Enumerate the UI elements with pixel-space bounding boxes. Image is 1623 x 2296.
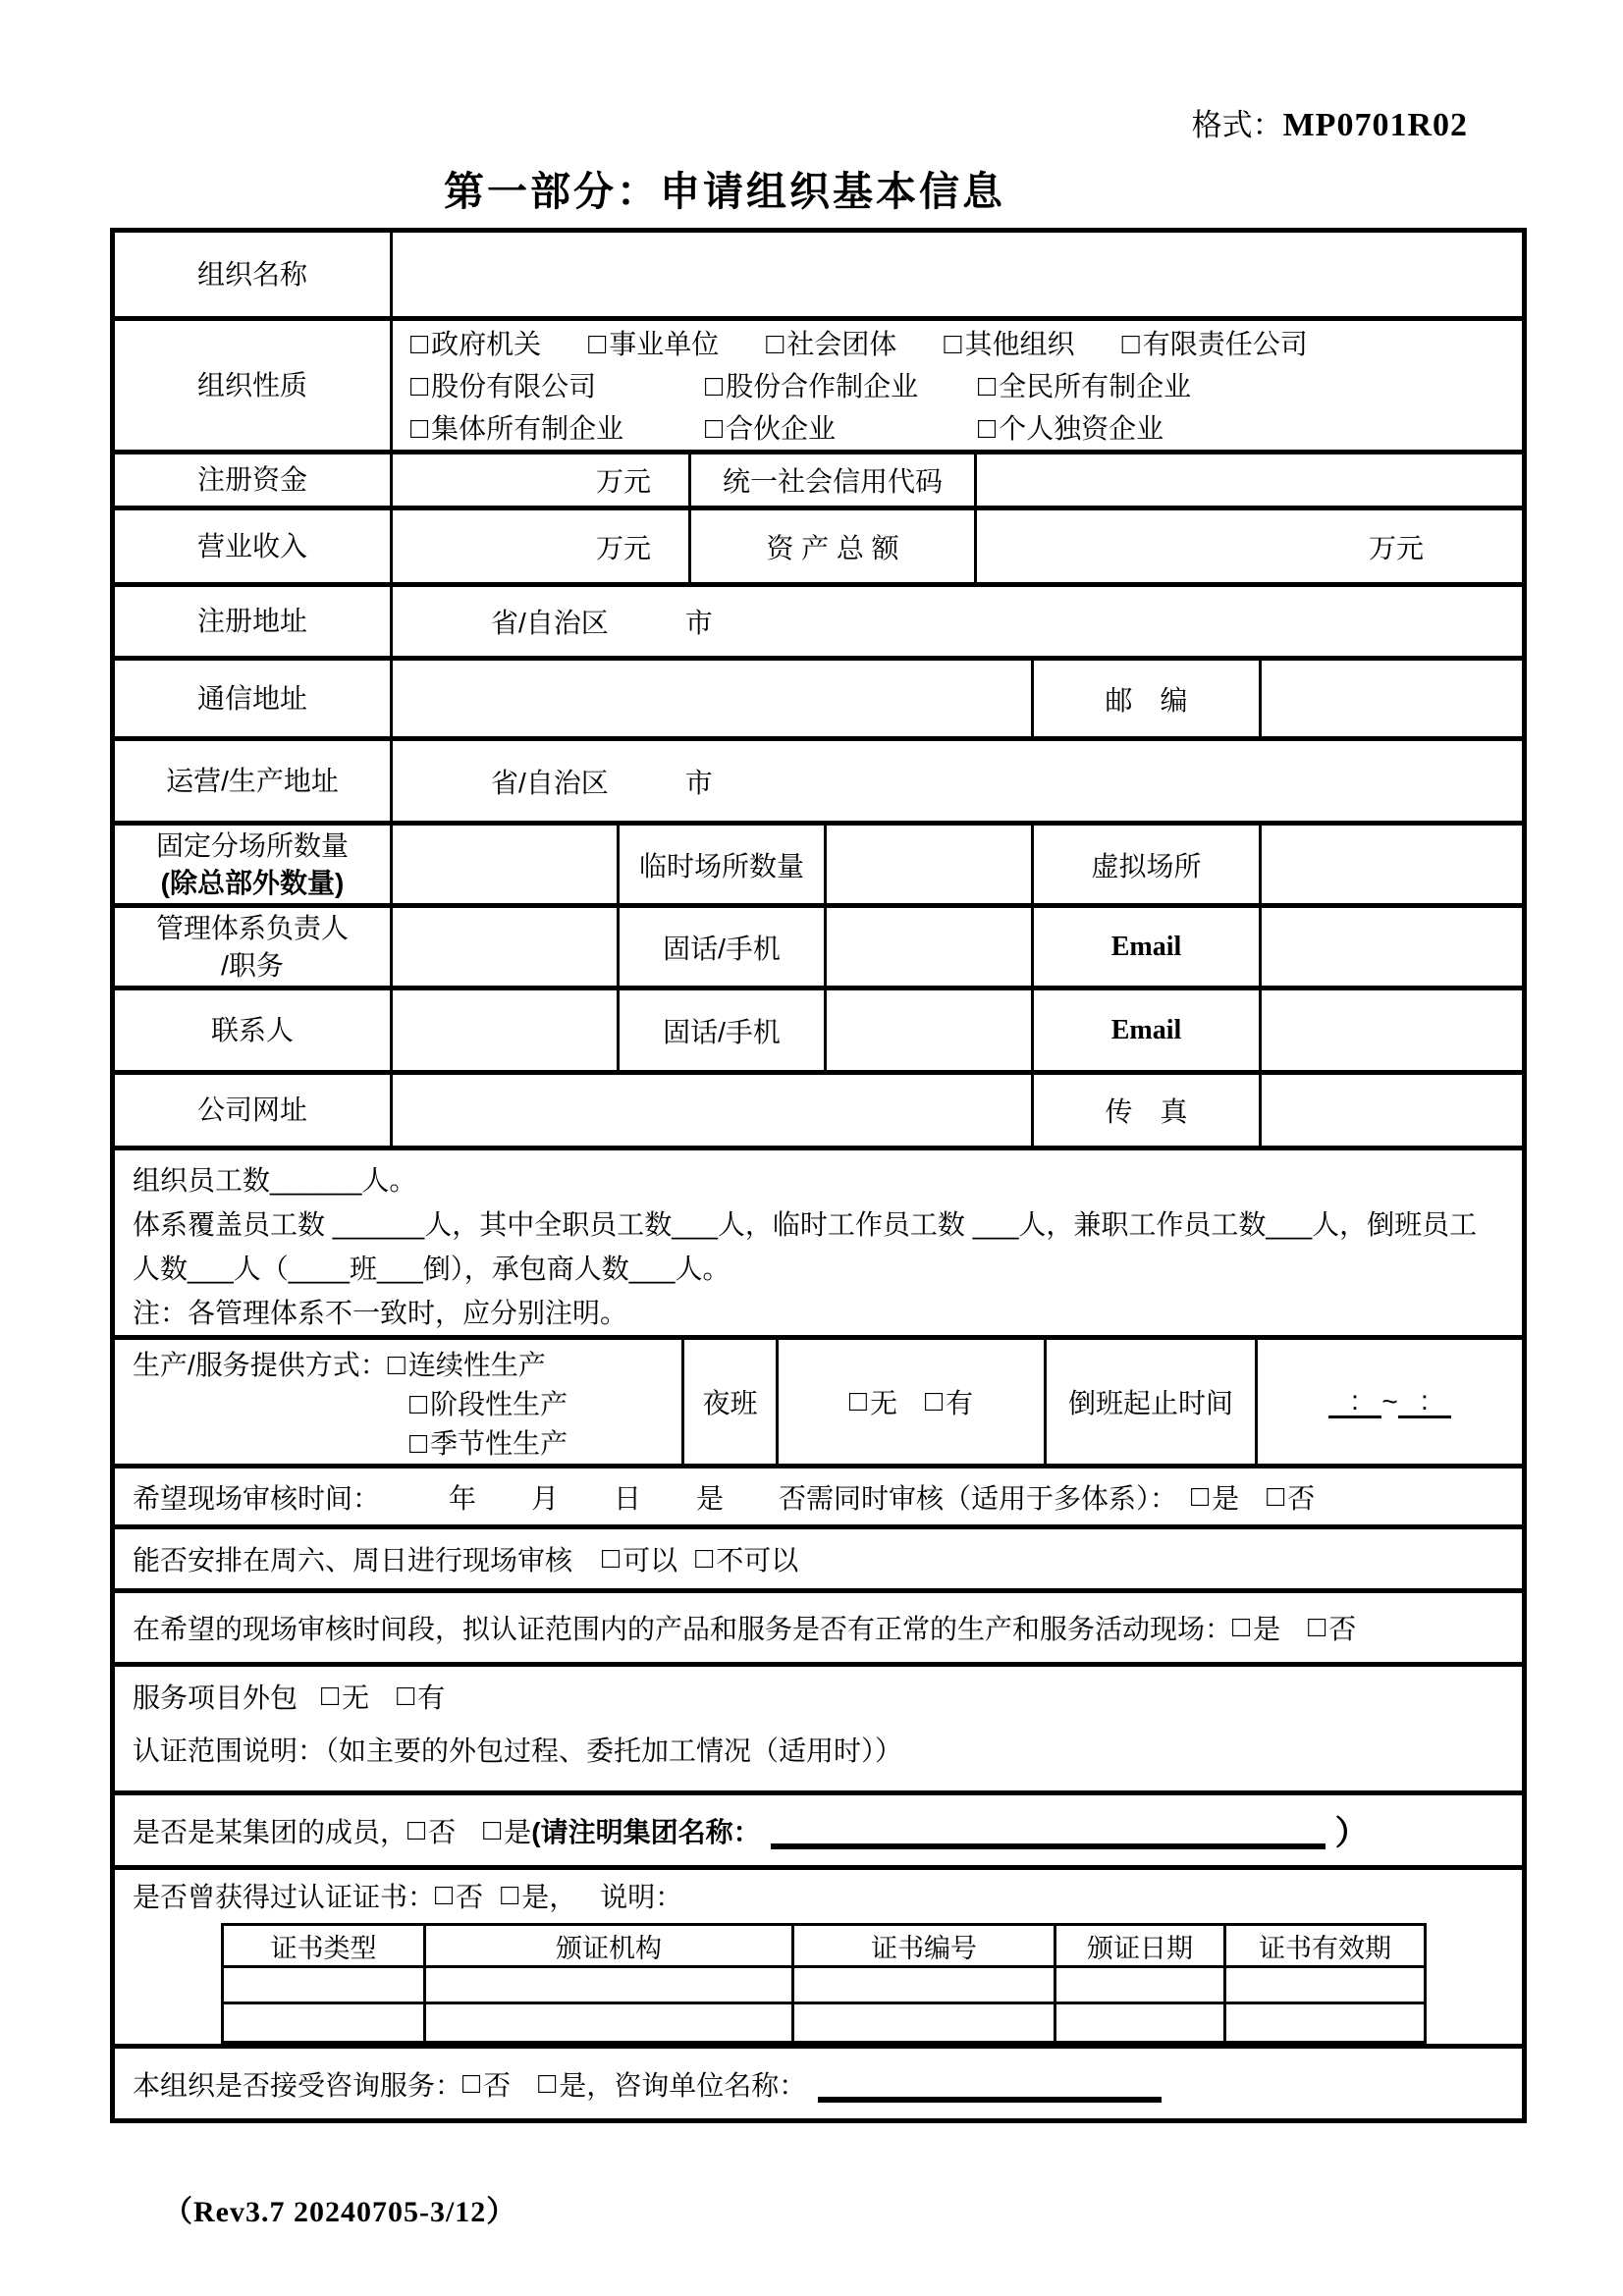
format-label: 格式： <box>1191 108 1283 142</box>
application-form-table <box>110 228 1527 2123</box>
cert-issuer-cell[interactable] <box>426 2004 794 2041</box>
previous-certs-text: 是否曾获得过认证证书： <box>133 1882 436 1912</box>
mail-address-label: 通信地址 <box>115 661 393 736</box>
production-line2 <box>133 1385 568 1424</box>
row-outsourcing <box>115 1667 1522 1795</box>
org-nature-options-line3 <box>410 407 1163 450</box>
certificates-header-row <box>224 1926 1424 1968</box>
consulting-name-label: 咨询单位名称： <box>614 2069 807 2101</box>
checkbox-outsource-none[interactable] <box>321 1677 369 1716</box>
checkbox-state-owned[interactable] <box>978 365 1191 407</box>
option-label: 合伙企业 <box>726 413 837 444</box>
checkbox-icon: □ <box>387 1349 406 1381</box>
checkbox-continuous-production[interactable] <box>388 1346 546 1385</box>
checkbox-icon: □ <box>1232 1611 1251 1643</box>
checkbox-limited-liability[interactable] <box>1122 323 1308 365</box>
row-sites <box>115 826 1522 908</box>
temp-sites-input-cell[interactable] <box>827 826 1034 903</box>
checkbox-social-group[interactable] <box>766 323 896 365</box>
option-label: 连续性生产 <box>407 1350 546 1380</box>
checkbox-icon: □ <box>409 1427 428 1460</box>
website-input-cell[interactable] <box>393 1075 1034 1146</box>
checkbox-sole-proprietorship[interactable] <box>978 407 1163 450</box>
cert-type-header: 证书类型 <box>224 1926 426 1965</box>
checkbox-activity-no[interactable] <box>1308 1608 1356 1647</box>
option-label: 股份合作制企业 <box>726 371 919 401</box>
checkbox-stock-company[interactable] <box>410 365 705 407</box>
option-label: 全民所有制企业 <box>999 371 1192 401</box>
certificates-data-row <box>224 2004 1424 2041</box>
checkbox-partnership[interactable] <box>705 407 978 450</box>
checkbox-icon: □ <box>695 1542 714 1575</box>
assets-label: 资 产 总 额 <box>691 510 977 582</box>
checkbox-icon: □ <box>1308 1611 1326 1643</box>
checkbox-icon: □ <box>705 369 724 402</box>
row-production-mode <box>115 1340 1522 1468</box>
group-member-text: 是否是某集团的成员， <box>133 1816 408 1847</box>
checkbox-outsource-have[interactable] <box>397 1677 445 1716</box>
option-label: 否 <box>1287 1482 1316 1514</box>
shift-time-input-cell[interactable] <box>1258 1340 1522 1464</box>
province-label: 省/自治区 <box>491 767 609 798</box>
row-mail-address <box>115 661 1522 741</box>
shift-end-blank[interactable]: : <box>1398 1386 1451 1418</box>
cert-validity-cell[interactable] <box>1226 2004 1424 2041</box>
staff-line2: 体系覆盖员工数 ______人，其中全职员工数___人，临时工作员工数 ___人，兼职工作员工数___人，倒班员工 <box>133 1209 1478 1240</box>
option-label: 是， <box>559 2069 615 2101</box>
consulting-text: 本组织是否接受咨询服务： <box>133 2069 463 2101</box>
checkbox-govt-agency[interactable] <box>410 323 541 365</box>
page-title: 第一部分：申请组织基本信息 <box>444 169 1005 214</box>
checkbox-icon: □ <box>501 1879 519 1911</box>
night-shift-options-cell <box>779 1340 1047 1464</box>
checkbox-seasonal-production[interactable] <box>409 1424 568 1464</box>
checkbox-icon: □ <box>321 1680 340 1712</box>
checkbox-icon: □ <box>588 327 607 360</box>
reg-capital-label: 注册资金 <box>115 454 393 506</box>
checkbox-icon: □ <box>462 2066 481 2100</box>
assets-input-cell[interactable] <box>977 510 1522 582</box>
checkbox-icon: □ <box>978 369 997 402</box>
checkbox-multi-audit-yes[interactable] <box>1191 1477 1239 1517</box>
option-label: 阶段性生产 <box>430 1389 568 1419</box>
option-label: 否 <box>1328 1614 1357 1644</box>
fixed-sites-input-cell[interactable] <box>393 826 620 903</box>
checkbox-icon: □ <box>410 369 429 402</box>
row-group-member <box>115 1795 1522 1870</box>
row-website <box>115 1075 1522 1150</box>
checkbox-icon: □ <box>410 411 429 445</box>
cert-number-header: 证书编号 <box>794 1926 1056 1965</box>
option-label: 有 <box>946 1388 974 1418</box>
row-consulting <box>115 2049 1522 2118</box>
unit-label: 万元 <box>595 532 651 563</box>
checkbox-group-yes[interactable] <box>483 1811 531 1850</box>
row-org-name <box>115 233 1522 321</box>
option-label: 不可以 <box>716 1545 799 1575</box>
org-name-input-cell[interactable] <box>393 233 1522 316</box>
footer-revision: （Rev3.7 20240705-3/12） <box>163 2196 517 2228</box>
option-label: 有 <box>417 1682 446 1713</box>
op-address-label: 运营/生产地址 <box>115 741 393 821</box>
fax-input-cell[interactable] <box>1262 1075 1522 1146</box>
activity-site-text: 在希望的现场审核时间段，拟认证范围内的产品和服务是否有正常的生产和服务活动现场： <box>133 1614 1233 1644</box>
checkbox-icon: □ <box>925 1385 944 1417</box>
postal-code-label: 邮 编 <box>1034 661 1262 736</box>
option-label: 政府机关 <box>431 329 542 359</box>
row-org-nature <box>115 321 1522 454</box>
row-weekend-audit <box>115 1529 1522 1593</box>
op-address-input-cell[interactable] <box>393 741 1522 821</box>
checkbox-night-have[interactable] <box>925 1382 973 1421</box>
staff-note: 注：各管理体系不一致时，应分别注明。 <box>133 1298 628 1328</box>
virtual-sites-label: 虚拟场所 <box>1034 826 1262 903</box>
option-label: 是 <box>1212 1482 1240 1514</box>
checkbox-icon: □ <box>602 1542 621 1575</box>
row-reg-address <box>115 587 1522 661</box>
cert-date-cell[interactable] <box>1056 1968 1226 2002</box>
checkbox-consult-yes[interactable] <box>538 2064 614 2104</box>
previous-certs-cell <box>115 1870 1522 2044</box>
row-ms-manager <box>115 908 1522 990</box>
group-name-label: (请注明集团名称： <box>531 1816 761 1847</box>
checkbox-icon: □ <box>944 327 962 360</box>
checkbox-multi-audit-no[interactable] <box>1267 1477 1315 1517</box>
group-name-blank[interactable] <box>771 1812 1325 1849</box>
cert-number-cell[interactable] <box>794 1968 1056 2002</box>
checkbox-weekend-not-ok[interactable] <box>695 1539 798 1578</box>
ms-manager-phone-input-cell[interactable] <box>827 908 1034 986</box>
virtual-sites-input-cell[interactable] <box>1262 826 1522 903</box>
checkbox-certs-no[interactable] <box>435 1876 483 1915</box>
fixed-sites-label-line1: 固定分场所数量 <box>155 829 349 861</box>
contact-phone-label: 固话/手机 <box>620 990 827 1070</box>
checkbox-stock-coop[interactable] <box>705 365 978 407</box>
row-op-address <box>115 741 1522 826</box>
production-mode-label: 生产/服务提供方式： <box>133 1350 388 1380</box>
option-label: 集体所有制企业 <box>431 413 624 444</box>
reg-address-label: 注册地址 <box>115 587 393 656</box>
staff-line3: 人数___人（____班___倒），承包商人数___人。 <box>133 1254 730 1284</box>
checkbox-certs-yes[interactable] <box>501 1876 576 1915</box>
option-label: 季节性生产 <box>430 1428 568 1459</box>
revenue-input-cell[interactable] <box>393 510 691 582</box>
audit-time-cell <box>115 1468 1522 1524</box>
unit-label: 万元 <box>595 466 651 497</box>
ms-manager-input-cell[interactable] <box>393 908 620 986</box>
audit-time-text: 希望现场审核时间： 年 月 日 是 否需同时审核（适用于多体系）： <box>133 1482 1178 1514</box>
shift-time-label: 倒班起止时间 <box>1047 1340 1258 1464</box>
reg-capital-input-cell[interactable] <box>393 454 691 506</box>
previous-certs-line <box>133 1876 682 1915</box>
checkbox-icon: □ <box>766 327 784 360</box>
checkbox-phased-production[interactable] <box>409 1385 568 1424</box>
revenue-label: 营业收入 <box>115 510 393 582</box>
temp-sites-label: 临时场所数量 <box>620 826 827 903</box>
tilde-separator: ~ <box>1381 1386 1398 1416</box>
production-mode-cell <box>115 1340 684 1464</box>
checkbox-icon: □ <box>1121 327 1140 360</box>
checkbox-group-no[interactable] <box>407 1811 456 1850</box>
province-label: 省/自治区 <box>491 608 609 638</box>
checkbox-activity-yes[interactable] <box>1232 1608 1280 1647</box>
mail-address-input-cell[interactable] <box>393 661 1034 736</box>
checkbox-icon: □ <box>538 2066 557 2100</box>
consulting-name-blank[interactable] <box>818 2065 1162 2103</box>
checkbox-public-institution[interactable] <box>588 323 719 365</box>
cert-validity-cell[interactable] <box>1226 1968 1424 2002</box>
certificates-data-row <box>224 1968 1424 2004</box>
reg-address-input-cell[interactable] <box>393 587 1522 656</box>
contact-input-cell[interactable] <box>393 990 620 1070</box>
checkbox-icon: □ <box>407 1813 426 1846</box>
checkbox-weekend-ok[interactable] <box>602 1539 677 1578</box>
ms-manager-email-label: Email <box>1034 908 1262 986</box>
checkbox-icon: □ <box>409 1388 428 1420</box>
org-nature-options-line2 <box>410 365 1191 407</box>
outsourcing-line1 <box>133 1677 445 1716</box>
checkbox-consult-no[interactable] <box>462 2064 511 2104</box>
staff-line1: 组织员工数______人。 <box>133 1165 417 1196</box>
option-label: 其他组织 <box>964 329 1075 359</box>
uscc-label: 统一社会信用代码 <box>691 454 977 506</box>
org-nature-options-cell <box>393 321 1522 450</box>
checkbox-icon: □ <box>705 411 724 445</box>
weekend-audit-text: 能否安排在周六、周日进行现场审核 <box>133 1545 573 1575</box>
row-contact <box>115 990 1522 1075</box>
website-label: 公司网址 <box>115 1075 393 1146</box>
checkbox-icon: □ <box>978 411 997 445</box>
certificates-table <box>221 1923 1427 2044</box>
contact-email-label: Email <box>1034 990 1262 1070</box>
uscc-input-cell[interactable] <box>977 454 1522 506</box>
cert-number-cell[interactable] <box>794 2004 1056 2041</box>
row-activity-site <box>115 1593 1522 1667</box>
cert-issuer-cell[interactable] <box>426 1968 794 2002</box>
org-nature-label: 组织性质 <box>115 321 393 450</box>
format-code: MP0701R02 <box>1282 107 1468 143</box>
weekend-audit-cell <box>115 1529 1522 1588</box>
checkbox-icon: □ <box>410 327 429 360</box>
certs-note-label: 说明： <box>600 1882 683 1912</box>
fax-label: 传 真 <box>1034 1075 1262 1146</box>
option-label: 社会团体 <box>786 329 897 359</box>
group-member-cell <box>115 1795 1522 1865</box>
contact-phone-input-cell[interactable] <box>827 990 1034 1070</box>
format-line <box>1192 100 1468 144</box>
fixed-sites-label-line2: (除总部外数量) <box>160 867 345 898</box>
city-label: 市 <box>684 767 713 798</box>
row-previous-certs <box>115 1870 1522 2049</box>
option-label: 可以 <box>622 1545 678 1575</box>
cert-date-cell[interactable] <box>1056 2004 1226 2041</box>
checkbox-icon: □ <box>483 1813 502 1846</box>
option-label: 否 <box>483 2069 512 2101</box>
outsourcing-cell <box>115 1667 1522 1790</box>
row-revenue <box>115 510 1522 587</box>
option-label: 是， <box>521 1882 577 1912</box>
checkbox-icon: □ <box>397 1680 415 1712</box>
activity-site-cell <box>115 1593 1522 1662</box>
cert-issuer-header: 颁证机构 <box>426 1926 794 1965</box>
scope-note: 认证范围说明：（如主要的外包过程、委托加工情况（适用时）） <box>133 1735 903 1766</box>
checkbox-icon: □ <box>1267 1479 1285 1513</box>
checkbox-night-none[interactable] <box>849 1382 897 1421</box>
org-nature-options-line1 <box>410 323 1308 365</box>
ms-manager-label <box>115 908 393 986</box>
city-label: 市 <box>684 608 713 638</box>
night-shift-label: 夜班 <box>684 1340 779 1464</box>
cert-type-cell[interactable] <box>224 1968 426 2002</box>
checkbox-icon: □ <box>1191 1479 1210 1513</box>
option-label: 是 <box>1253 1614 1281 1644</box>
checkbox-icon: □ <box>435 1879 454 1911</box>
contact-email-input-cell[interactable] <box>1262 990 1522 1070</box>
staff-counts-cell[interactable] <box>115 1150 1522 1335</box>
option-label: 否 <box>456 1882 484 1912</box>
checkbox-collective-owned[interactable] <box>410 407 705 450</box>
group-close-paren: ） <box>1334 1815 1369 1852</box>
checkbox-other-org[interactable] <box>944 323 1074 365</box>
option-label: 个人独资企业 <box>999 413 1164 444</box>
option-label: 是 <box>504 1816 532 1847</box>
unit-label: 万元 <box>1368 532 1424 563</box>
shift-start-blank[interactable]: : <box>1328 1386 1381 1418</box>
option-label: 无 <box>342 1682 370 1713</box>
cert-date-header: 颁证日期 <box>1056 1926 1226 1965</box>
cert-type-cell[interactable] <box>224 2004 426 2041</box>
checkbox-icon: □ <box>848 1385 867 1417</box>
ms-manager-label-line1: 管理体系负责人 <box>155 912 349 943</box>
row-audit-time <box>115 1468 1522 1529</box>
production-line1 <box>133 1346 546 1385</box>
outsourcing-label: 服务项目外包 <box>133 1682 298 1713</box>
consulting-cell <box>115 2049 1522 2118</box>
ms-manager-label-line2: /职务 <box>221 949 284 981</box>
org-name-label: 组织名称 <box>115 233 393 316</box>
ms-manager-phone-label: 固话/手机 <box>620 908 827 986</box>
postal-code-input-cell[interactable] <box>1262 661 1522 736</box>
cert-validity-header: 证书有效期 <box>1259 1933 1391 1963</box>
option-label: 事业单位 <box>609 329 720 359</box>
contact-label: 联系人 <box>115 990 393 1070</box>
production-line3 <box>133 1424 568 1464</box>
option-label: 否 <box>428 1816 457 1847</box>
option-label: 有限责任公司 <box>1142 329 1308 359</box>
ms-manager-email-input-cell[interactable] <box>1262 908 1522 986</box>
row-reg-capital <box>115 454 1522 510</box>
fixed-sites-label <box>115 826 393 903</box>
option-label: 无 <box>869 1388 897 1418</box>
option-label: 股份有限公司 <box>431 371 597 401</box>
row-staff-counts <box>115 1150 1522 1340</box>
